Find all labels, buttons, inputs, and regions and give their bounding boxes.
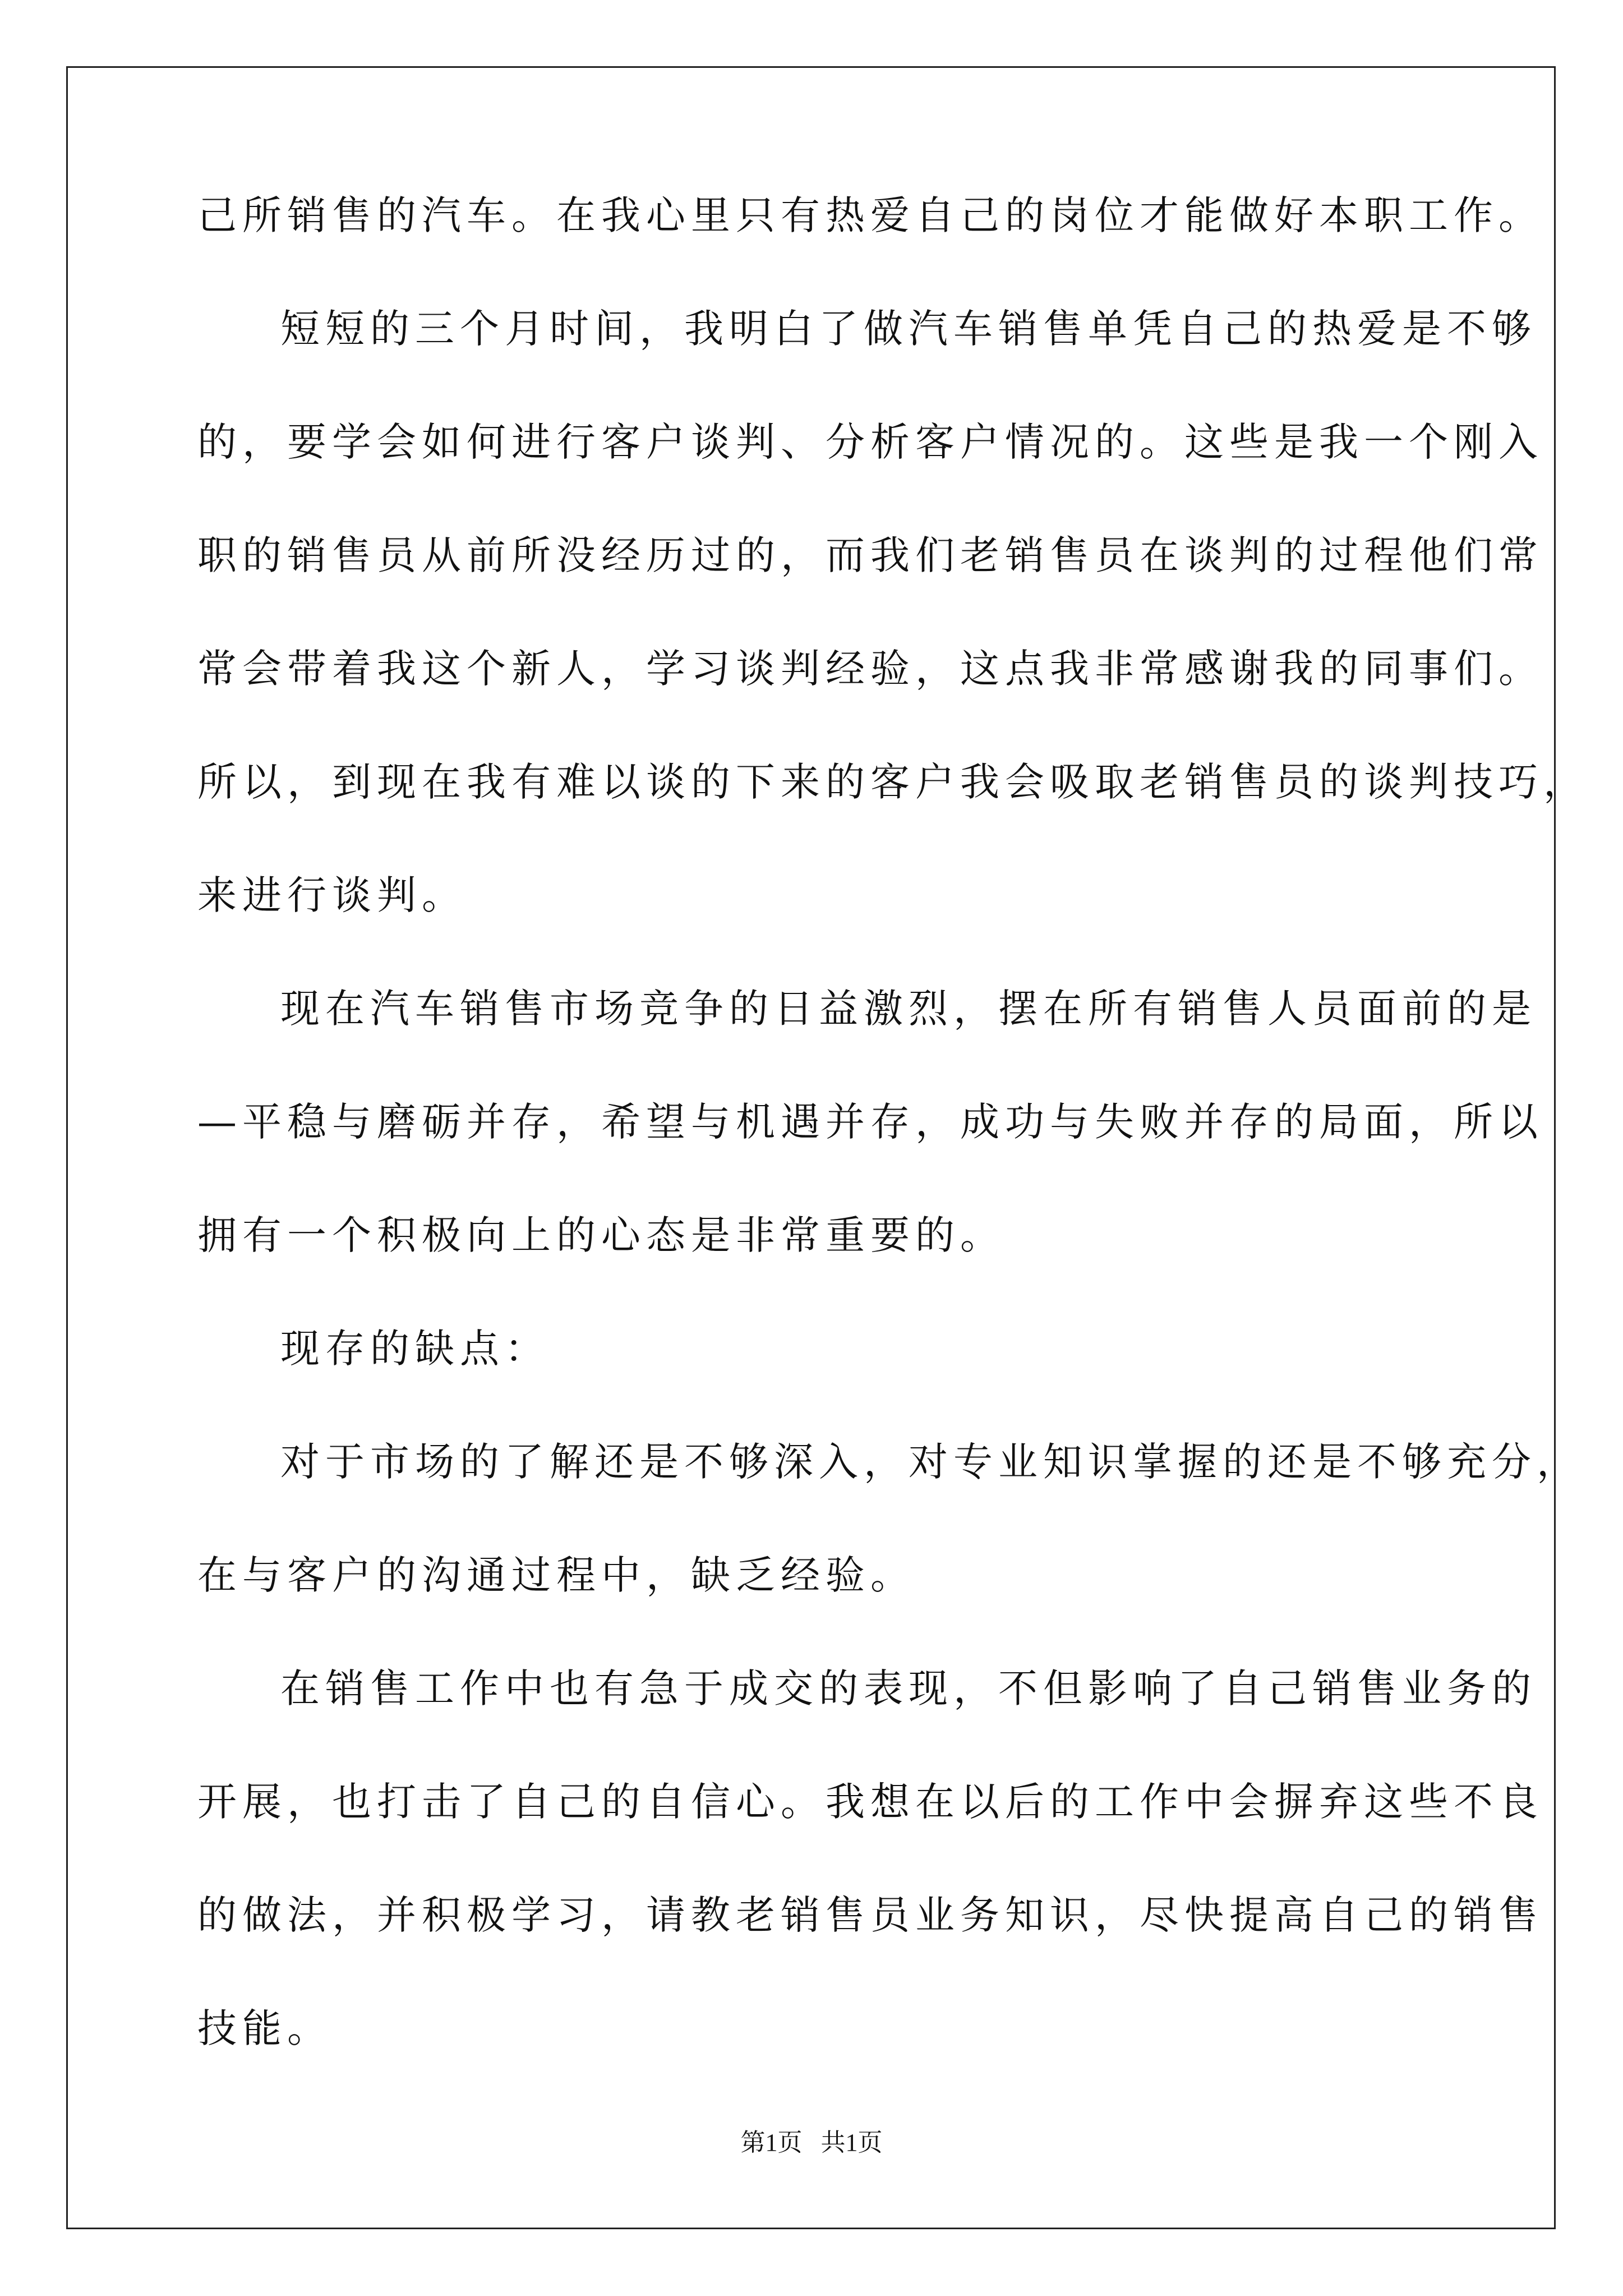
text-line-7: 来进行谈判。 xyxy=(197,872,467,918)
text-line-8: 现在汽车销售市场竞争的日益激烈，摆在所有销售人员面前的是 xyxy=(280,986,1537,1032)
text-line-10: 拥有一个积极向上的心态是非常重要的。 xyxy=(197,1212,1005,1258)
text-line-3: 的，要学会如何进行客户谈判、分析客户情况的。这些是我一个刚入 xyxy=(197,419,1543,465)
text-line-11: 现存的缺点： xyxy=(280,1326,550,1372)
text-line-17: 技能。 xyxy=(197,2005,332,2051)
page-footer: 第1页 共1页 xyxy=(740,2129,883,2156)
text-line-14: 在销售工作中也有急于成交的表现，不但影响了自己销售业务的 xyxy=(280,1665,1537,1711)
text-line-5: 常会带着我这个新人，学习谈判经验，这点我非常感谢我的同事们。 xyxy=(197,646,1543,692)
text-line-13: 在与客户的沟通过程中，缺乏经验。 xyxy=(197,1552,915,1598)
text-line-9: —平稳与磨砺并存，希望与机遇并存，成功与失败并存的局面，所以 xyxy=(197,1099,1543,1145)
text-line-16: 的做法，并积极学习，请教老销售员业务知识，尽快提高自己的销售 xyxy=(197,1892,1543,1938)
text-line-6: 所以，到现在我有难以谈的下来的客户我会吸取老销售员的谈判技巧， xyxy=(197,759,1588,805)
text-line-1: 己所销售的汽车。在我心里只有热爱自己的岗位才能做好本职工作。 xyxy=(197,192,1543,238)
text-line-2: 短短的三个月时间，我明白了做汽车销售单凭自己的热爱是不够 xyxy=(280,306,1537,352)
text-line-15: 开展，也打击了自己的自信心。我想在以后的工作中会摒弃这些不良 xyxy=(197,1779,1543,1825)
text-line-12: 对于市场的了解还是不够深入，对专业知识掌握的还是不够充分， xyxy=(280,1439,1581,1485)
text-line-4: 职的销售员从前所没经历过的，而我们老销售员在谈判的过程他们常 xyxy=(197,532,1543,578)
